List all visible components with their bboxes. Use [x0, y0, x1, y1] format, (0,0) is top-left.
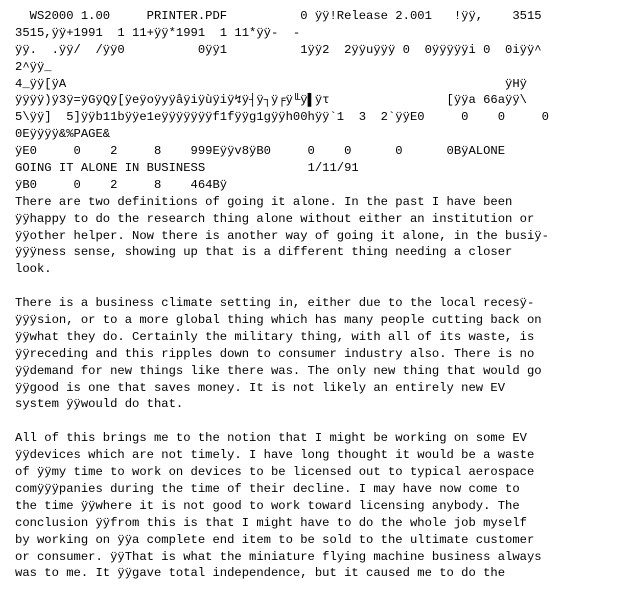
paragraph-spacer: [15, 278, 640, 295]
body-line: or consumer. ÿÿThat is what the miniature flying machine business always: [15, 549, 542, 564]
header-line: ÿE0 0 2 8 999Eÿÿv8ÿB0 0 0 0 0BÿALONE: [15, 144, 506, 159]
body-line: ÿÿÿsion, or to a more global thing which has many people cutting back on: [15, 313, 542, 328]
body-line: ÿÿgood is one that saves money. It is not likely an entirely new EV: [15, 380, 506, 395]
body-line: ÿÿhappy to do the research thing alone without either an institution or: [15, 211, 535, 226]
paragraph-2: [15, 295, 640, 413]
body-line: ÿÿreceding and this ripples down to consumer industry also. There is no: [15, 346, 535, 361]
body-line: system ÿÿwould do that.: [15, 397, 184, 412]
body-line: ÿÿdevices which are not timely. I have long thought it would be a waste: [15, 448, 535, 463]
paragraph-1: [15, 194, 640, 278]
body-line: by working on ÿÿa complete end item to be sold to the ultimate customer: [15, 532, 535, 547]
header-line: ÿÿ. .ÿÿ/ /ÿÿ0 0ÿÿ1 1ÿÿ2 2ÿÿuÿÿÿ 0 0ÿÿÿÿÿi 0 0iÿÿ^: [15, 42, 542, 57]
body-line: ÿÿother helper. Now there is another way of going it alone, in the busiÿ-: [15, 228, 549, 243]
body-line: comÿÿÿpanies during the time of their decline. I may have now come to: [15, 481, 520, 496]
body-line: There is a business climate setting in, either due to the local recesÿ-: [15, 296, 535, 311]
body-line: the time ÿÿwhere it is not good to work toward licensing anybody. The: [15, 498, 520, 513]
paragraph-3: [15, 430, 640, 582]
body-line: ÿÿwhat they do. Certainly the military thing, with all of its waste, is: [15, 329, 535, 344]
header-line: 0Eÿÿÿÿ&%PAGE&: [15, 127, 111, 142]
header-line: 3515,ÿÿ+1991 1 11+ÿÿ*1991 1 11*ÿÿ- -: [15, 25, 301, 40]
document-header: [15, 8, 640, 194]
header-line: 2^ÿÿ_: [15, 59, 52, 74]
body-line: All of this brings me to the notion that I might be working on some EV: [15, 431, 527, 446]
body-line: ÿÿÿness sense, showing up that is a different thing needing a closer: [15, 245, 513, 260]
document-title-line: GOING IT ALONE IN BUSINESS 1/11/91: [15, 161, 359, 176]
body-line: There are two definitions of going it alone. In the past I have been: [15, 194, 513, 209]
header-line: WS2000 1.00 PRINTER.PDF 0 ÿÿ!Release 2.001 !ÿÿ, 3515: [15, 9, 542, 23]
body-line: was to me. It ÿÿgave total independence, but it caused me to do the: [15, 566, 506, 581]
header-line: 5\ÿÿ] 5]ÿÿb11bÿÿe1eÿÿÿÿÿÿÿf1fÿÿg1gÿÿh00hÿÿ`1 3 2`ÿÿE0 0 0 0: [15, 110, 549, 125]
header-line: 4_ÿÿ[ÿA ÿHÿ: [15, 76, 527, 91]
body-line: ÿÿdemand for new things like there was. The only new thing that would go: [15, 363, 542, 378]
paragraph-spacer: [15, 413, 640, 430]
header-line: ÿÿÿÿ)ÿ3ÿ=ÿGÿQÿ[ÿeÿoÿyÿâÿiÿùÿiÿ↯ÿ┤ÿ┐ÿ╒ÿ╙ÿ▌ÿτ [ÿÿa 66aÿÿ\: [15, 93, 527, 108]
header-line: ÿB0 0 2 8 464Bÿ: [15, 177, 228, 192]
body-line: conclusion ÿÿfrom this is that I might have to do the whole job myself: [15, 515, 527, 530]
body-line: of ÿÿmy time to work on devices to be licensed out to typical aerospace: [15, 465, 535, 480]
body-line: look.: [15, 262, 52, 277]
